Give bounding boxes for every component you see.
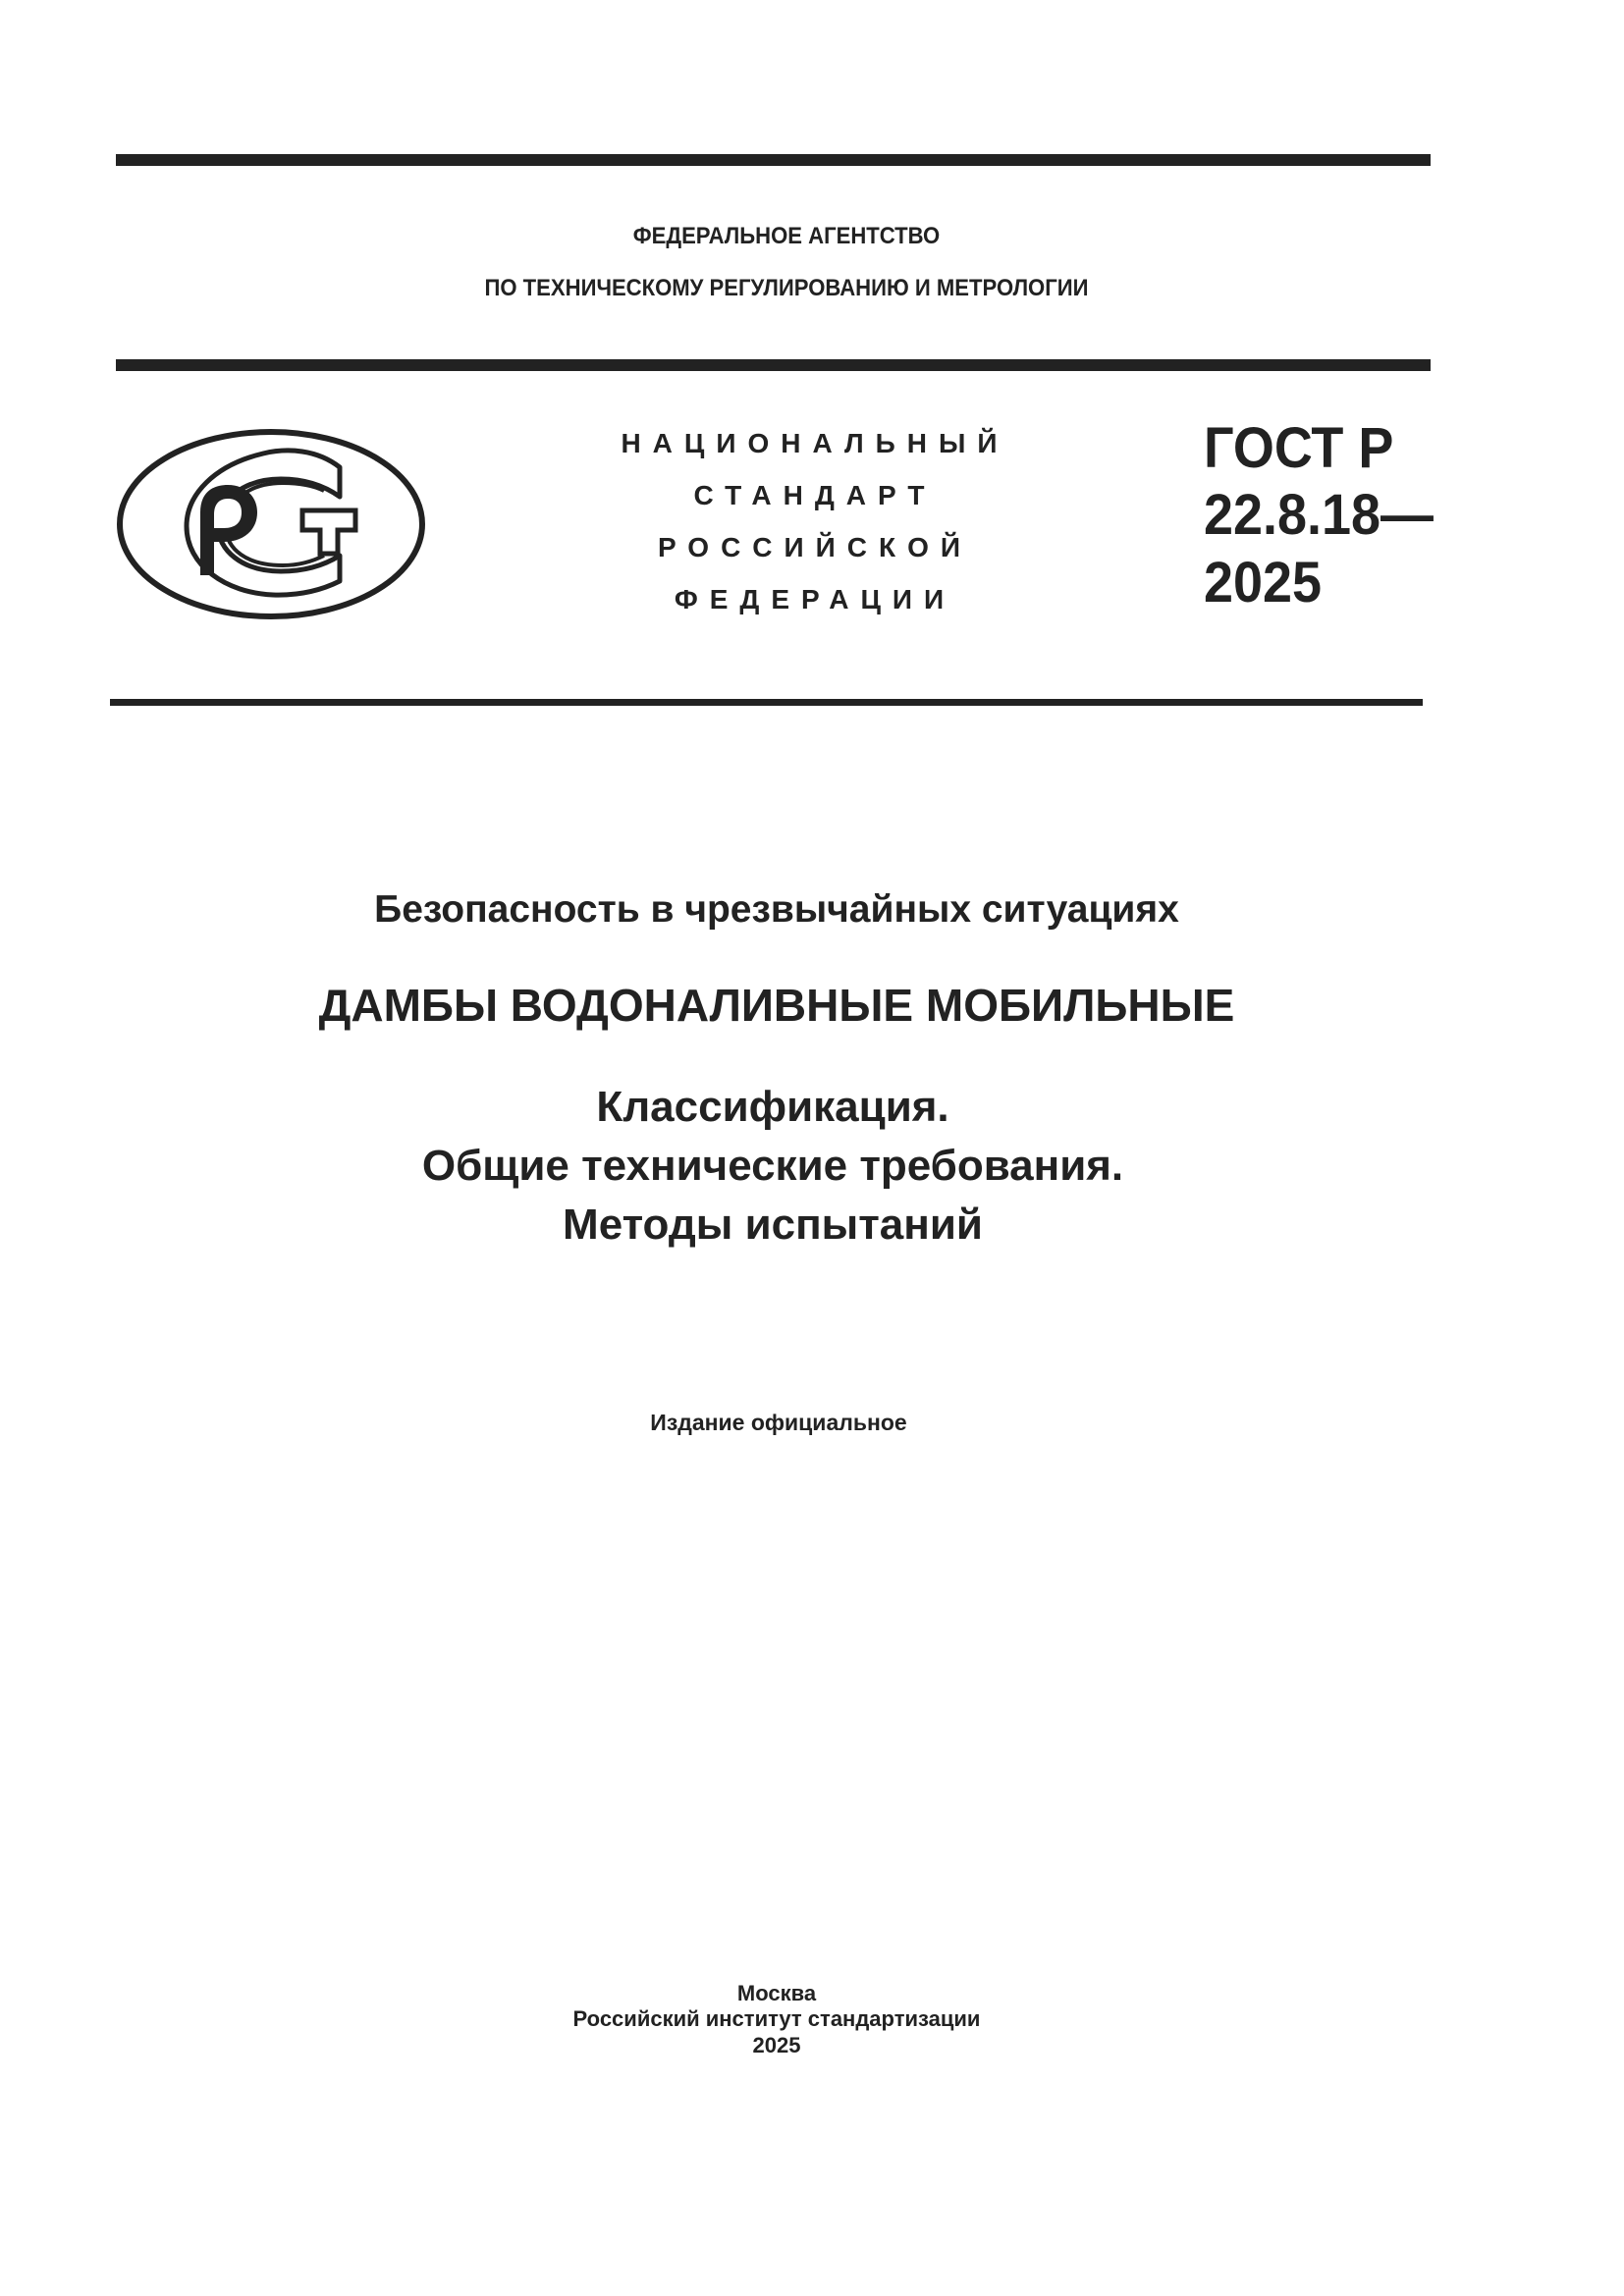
document-title: ДАМБЫ ВОДОНАЛИВНЫЕ МОБИЛЬНЫЕ: [318, 980, 1235, 1031]
standard-designation-line-1: ГОСТ Р: [1204, 416, 1394, 480]
edition-label: Издание официальное: [650, 1410, 907, 1435]
agency-name-line-1: ФЕДЕРАЛЬНОЕ АГЕНТСТВО: [632, 223, 941, 249]
rst-conformity-mark-icon: [116, 428, 426, 624]
standard-designation-line-2: 22.8.18—: [1204, 483, 1434, 547]
header-bottom-rule: [110, 699, 1423, 706]
national-standard-label-line-4: ФЕДЕРАЦИИ: [674, 584, 956, 614]
header-divider-rule: [116, 359, 1431, 371]
national-standard-label-line-2: СТАНДАРТ: [693, 480, 937, 510]
national-standard-label-line-1: НАЦИОНАЛЬНЫЙ: [621, 428, 1009, 458]
standard-designation-year: 2025: [1204, 551, 1322, 614]
subtitle-line-2: Общие технические требования.: [421, 1142, 1124, 1190]
footer-publisher: Российский институт стандартизации: [572, 2006, 981, 2031]
agency-name-line-2: ПО ТЕХНИЧЕСКОМУ РЕГУЛИРОВАНИЮ И МЕТРОЛОГИИ: [484, 275, 1089, 301]
title-category: Безопасность в чрезвычайных ситуациях: [374, 888, 1179, 931]
subtitle-line-1: Классификация.: [596, 1083, 949, 1131]
subtitle-line-3: Методы испытаний: [563, 1201, 983, 1249]
footer-year: 2025: [752, 2033, 801, 2057]
footer-city: Москва: [736, 1981, 817, 2005]
national-standard-label-line-3: РОССИЙСКОЙ: [658, 532, 972, 562]
top-rule: [116, 154, 1431, 166]
